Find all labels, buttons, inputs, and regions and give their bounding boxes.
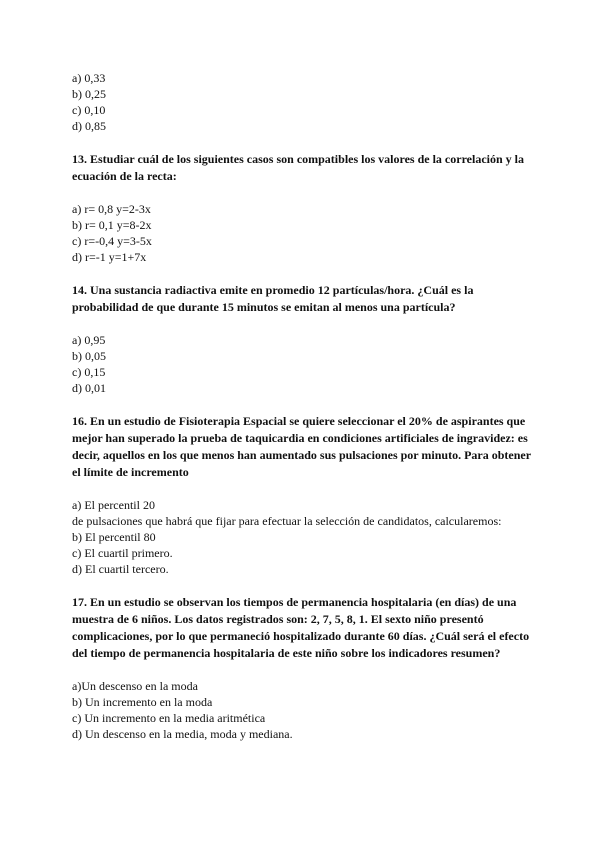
question-13 — [72, 151, 532, 265]
option-a: a) El percentil 20 — [72, 498, 155, 512]
option-d: d) El cuartil tercero. — [72, 562, 169, 576]
question-16-continuation: de pulsaciones que habrá que fijar para efectuar la selección de candidatos, calcularemos: — [72, 514, 502, 528]
option-d: d) 0,01 — [72, 381, 106, 395]
option-c: c) r=-0,4 y=3-5x — [72, 234, 152, 248]
option-b: b) Un incremento en la moda — [72, 695, 213, 709]
previous-question-options — [72, 70, 532, 134]
question-16 — [72, 413, 532, 577]
option-b: b) 0,05 — [72, 349, 106, 363]
question-17-text: 17. En un estudio se observan los tiempos de permanencia hospitalaria (en días) de una muestra de 6 niños. Los datos registrados son: 2, 7, 5, 8, 1. El sexto niño presentó complicaciones, por lo que permaneció hospitalizado durante 60 días. ¿Cuál será el efecto del tiempo de permanencia hospitalaria de este niño sobre los indicadores resumen? — [72, 595, 530, 660]
option-a: a) r= 0,8 y=2-3x — [72, 202, 151, 216]
option-c: c) El cuartil primero. — [72, 546, 173, 560]
question-14 — [72, 282, 532, 396]
option-c: c) 0,15 — [72, 365, 106, 379]
option-d: d) r=-1 y=1+7x — [72, 250, 147, 264]
option-b: b) r= 0,1 y=8-2x — [72, 218, 152, 232]
option-a: a)Un descenso en la moda — [72, 679, 198, 693]
exam-content — [72, 70, 532, 742]
option-b: b) El percentil 80 — [72, 530, 156, 544]
option-d: d) 0,85 — [72, 119, 106, 133]
option-c: c) Un incremento en la media aritmética — [72, 711, 266, 725]
option-a: a) 0,95 — [72, 333, 106, 347]
option-d: d) Un descenso en la media, moda y mediana. — [72, 727, 293, 741]
question-16-text: 16. En un estudio de Fisioterapia Espacial se quiere seleccionar el 20% de aspirantes que mejor han superado la prueba de taquicardia en condiciones artificiales de ingravidez: es decir, aquellos en los que menos han aumentado sus pulsaciones por minuto. Para obtener el límite de incremento — [72, 414, 531, 479]
option-b: b) 0,25 — [72, 87, 106, 101]
question-17 — [72, 594, 532, 742]
question-14-text: 14. Una sustancia radiactiva emite en promedio 12 partículas/hora. ¿Cuál es la probabilidad de que durante 15 minutos se emitan al menos una partícula? — [72, 283, 474, 314]
question-13-text: 13. Estudiar cuál de los siguientes casos son compatibles los valores de la correlación y la ecuación de la recta: — [72, 152, 525, 183]
option-a: a) 0,33 — [72, 71, 106, 85]
option-c: c) 0,10 — [72, 103, 106, 117]
